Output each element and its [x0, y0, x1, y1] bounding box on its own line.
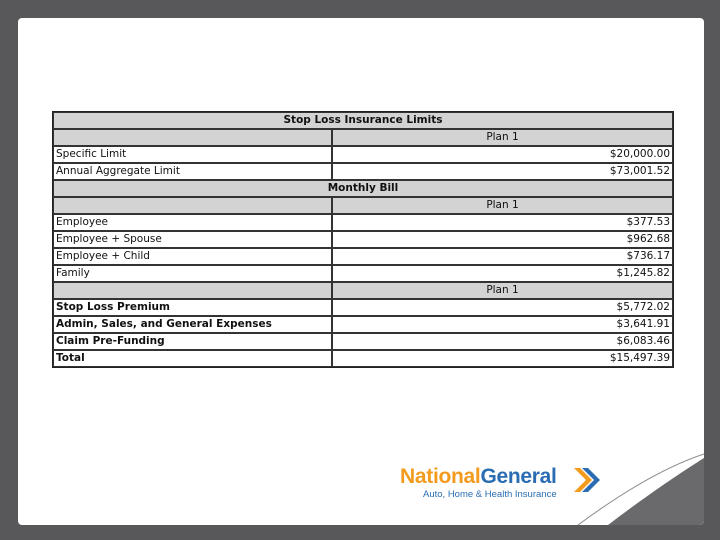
table-row [53, 333, 673, 350]
row-value: $73,001.52 [332, 163, 673, 180]
brand-name-part1: National [400, 465, 481, 488]
row-label: Annual Aggregate Limit [53, 163, 332, 180]
table-row [53, 316, 673, 333]
brand-name-part2: General [480, 465, 557, 488]
row-label: Employee + Child [53, 248, 332, 265]
plan-header: Plan 1 [332, 197, 673, 214]
row-label: Specific Limit [53, 146, 332, 163]
table-row [53, 146, 673, 163]
insurance-table [52, 111, 674, 368]
section-title-limits: Stop Loss Insurance Limits [53, 112, 673, 129]
brand-logo [400, 465, 557, 500]
brand-tagline: Auto, Home & Health Insurance [423, 489, 557, 500]
header-spacer [53, 282, 332, 299]
row-value: $3,641.91 [332, 316, 673, 333]
plan-header: Plan 1 [332, 282, 673, 299]
table-row [53, 265, 673, 282]
row-label: Claim Pre-Funding [53, 333, 332, 350]
section-title-monthly: Monthly Bill [53, 180, 673, 197]
row-value: $20,000.00 [332, 146, 673, 163]
slide [18, 18, 704, 525]
brand-name [400, 465, 557, 489]
row-label: Admin, Sales, and General Expenses [53, 316, 332, 333]
table-row [53, 248, 673, 265]
row-label: Employee [53, 214, 332, 231]
row-value: $962.68 [332, 231, 673, 248]
table-row [53, 163, 673, 180]
header-spacer [53, 129, 332, 146]
row-value: $6,083.46 [332, 333, 673, 350]
row-value: $5,772.02 [332, 299, 673, 316]
table-row [53, 214, 673, 231]
row-value: $1,245.82 [332, 265, 673, 282]
row-label: Family [53, 265, 332, 282]
table-row [53, 231, 673, 248]
row-value: $15,497.39 [332, 350, 673, 367]
row-value: $377.53 [332, 214, 673, 231]
chevron-right-icon [572, 467, 602, 493]
plan-header: Plan 1 [332, 129, 673, 146]
row-label: Stop Loss Premium [53, 299, 332, 316]
row-label: Total [53, 350, 332, 367]
row-label: Employee + Spouse [53, 231, 332, 248]
table-row [53, 299, 673, 316]
row-value: $736.17 [332, 248, 673, 265]
header-spacer [53, 197, 332, 214]
table-row-total [53, 350, 673, 367]
